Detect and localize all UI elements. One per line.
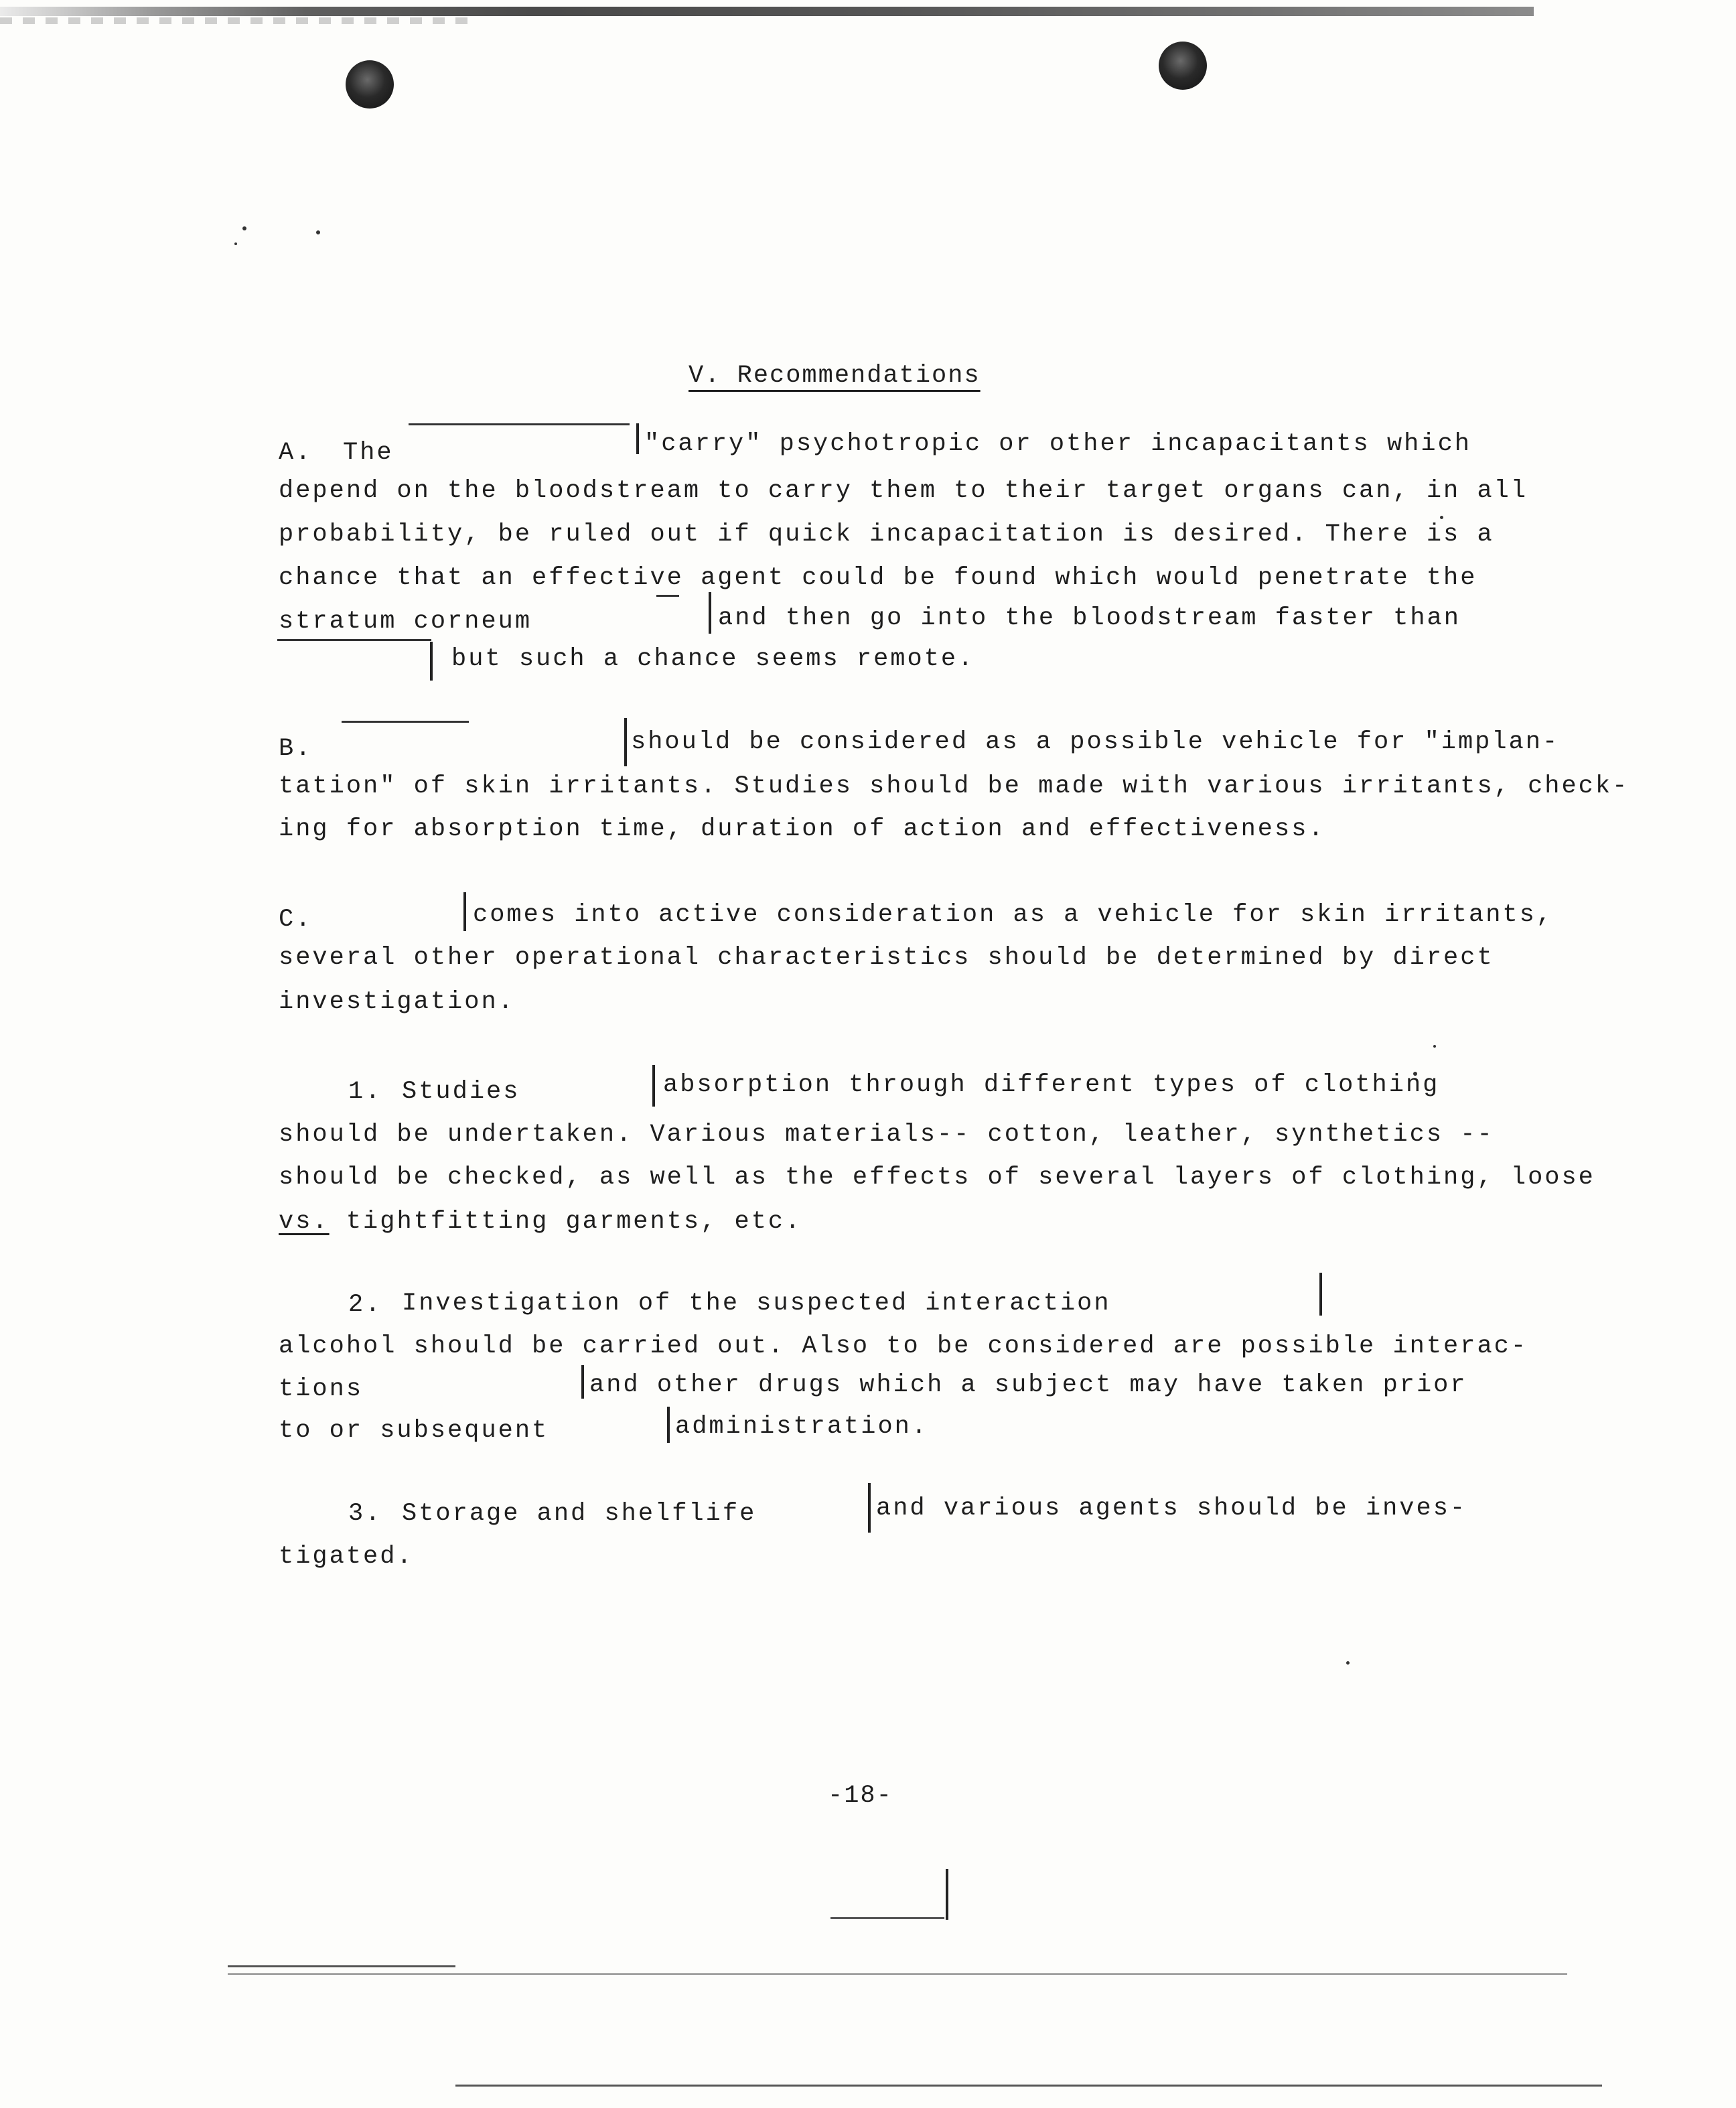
section-a-line4: chance that an effective agent could be found which would penetrate the [279,564,1477,592]
scan-edge-artifact [0,7,1534,16]
item-2-line4-end: administration. [675,1413,929,1441]
scan-speck [316,230,320,234]
redaction-mark [1319,1273,1322,1316]
section-a-line1-end: "carry" psychotropic or other incapacitants which [644,430,1471,458]
redaction-mark [656,595,679,597]
item-2-label: 2. [348,1291,382,1319]
punch-hole-right [1159,42,1207,90]
item-3-line1-end: and various agents should be inves- [876,1494,1467,1523]
item-3-line1-start: Storage and shelflife [402,1500,757,1528]
punch-hole-left [346,60,394,109]
section-c-line2: several other operational characteristics should be determined by direct [279,944,1494,972]
scan-speck [234,242,237,245]
item-1-vs: vs. [279,1208,330,1236]
section-a-line5-end: and then go into the bloodstream faster than [718,604,1461,632]
section-a-line1-start: The [343,439,394,467]
item-1-line1-start: Studies [402,1078,520,1106]
item-1-line4-rest: tightfitting garments, etc. [329,1208,802,1236]
scan-speck [1440,516,1443,519]
item-1-label: 1. [348,1078,382,1106]
item-2-line4-start: to or subsequent [279,1417,549,1445]
scan-speck [242,226,246,230]
item-2-line3-start: tions [279,1375,364,1403]
redaction-mark [581,1365,584,1399]
section-c-line1-end: comes into active consideration as a vehicle for skin irritants, [473,901,1554,929]
section-b-line1-end: should be considered as a possible vehicle for "implan- [631,728,1560,756]
section-a-label: A. [279,439,313,467]
redaction-mark-bottom-vertical [946,1869,948,1920]
redaction-mark [430,642,433,681]
scan-speck [1346,1661,1350,1665]
section-b-label: B. [279,735,313,763]
scan-edge-artifact-secondary [0,17,469,24]
section-a-line2: depend on the bloodstream to carry them to their target organs can, in all [279,477,1528,505]
redaction-mark [652,1065,655,1107]
item-1-line1-end: absorption through different types of clothing [663,1071,1440,1099]
footer-rule [228,1973,1567,1975]
redaction-mark [409,423,630,425]
redaction-mark [636,423,639,454]
item-2-line3-end: and other drugs which a subject may have taken prior [589,1371,1467,1399]
item-1-line4 [279,1210,802,1235]
item-3-label: 3. [348,1500,382,1528]
redaction-mark [868,1483,871,1533]
section-b-line3: ing for absorption time, duration of action and effectiveness. [279,815,1325,843]
redaction-mark [463,892,466,931]
item-2-line1-start: Investigation of the suspected interaction [402,1289,1111,1318]
footer-rule [228,1965,455,1967]
item-3-line2: tigated. [279,1543,414,1571]
redaction-mark [624,718,627,766]
section-heading: V. Recommendations [689,362,981,390]
redaction-mark [342,721,469,723]
section-c-label: C. [279,906,313,934]
section-a-line3: probability, be ruled out if quick incapacitation is desired. There is a [279,520,1494,549]
section-b-line2: tation" of skin irritants. Studies should be made with various irritants, check- [279,772,1630,800]
redaction-mark [277,639,431,641]
item-1-line3: should be checked, as well as the effects of several layers of clothing, loose [279,1164,1595,1192]
section-a-line5-start: stratum corneum [279,608,532,636]
section-a-line6: but such a chance seems remote. [451,645,975,673]
footer-rule [455,2085,1602,2087]
redaction-mark [667,1407,670,1443]
item-2-line2: alcohol should be carried out. Also to be considered are possible interac- [279,1332,1528,1360]
redaction-mark [709,592,711,634]
redaction-mark-bottom [830,1917,944,1919]
scan-speck [1433,1045,1436,1048]
section-c-line3: investigation. [279,988,515,1016]
item-1-line2: should be undertaken. Various materials-- cotton, leather, synthetics -- [279,1121,1494,1149]
page-number: -18- [828,1782,893,1810]
